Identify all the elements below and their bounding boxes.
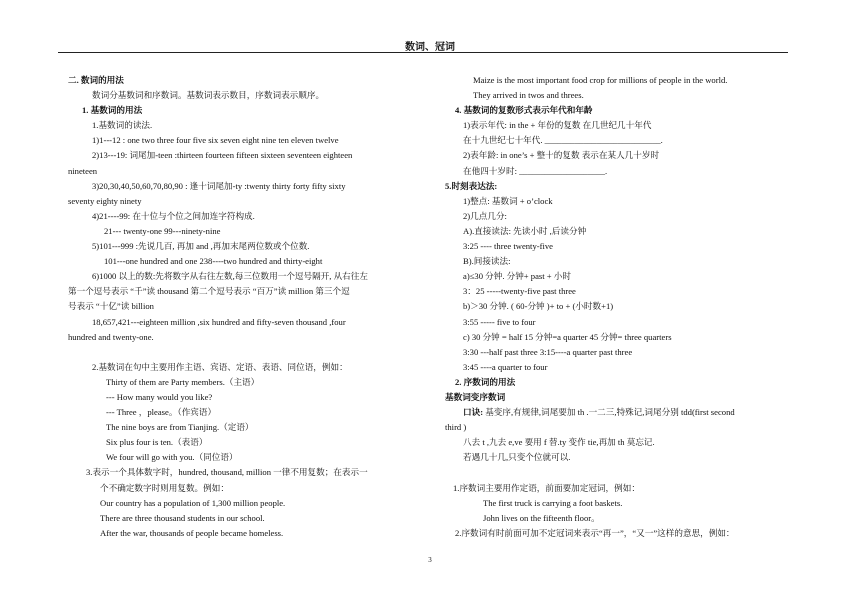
text-line: 在他四十岁时: ____________________. <box>463 165 608 176</box>
text-line: 2.序数词有时前面可加不定冠词来表示“再一”，“又一”这样的意思，例如： <box>455 527 735 538</box>
text-line: After the war, thousands of people became homeless. <box>100 527 284 538</box>
text-line: We four will go with you.（同位语） <box>106 452 238 463</box>
text-line <box>445 405 790 420</box>
text-line: b)＞30 分钟. ( 60-分钟 )+ to + (小时数+1) <box>463 301 614 312</box>
header-divider <box>58 52 788 53</box>
text-line: 21--- twenty-one 99---ninety-nine <box>104 225 221 236</box>
rhyme-label: 口诀: <box>463 407 484 418</box>
text-line: 2)几点几分: <box>463 210 507 221</box>
text-line: 基数词变序数词 <box>445 391 506 402</box>
text-line: John lives on the fifteenth floor。 <box>483 512 600 523</box>
text-line: 5)101---999 :先说几百, 再加 and ,再加末尾两位数或个位数. <box>92 241 310 252</box>
text-line: 1)1---12 : one two three four five six seven eight nine ten eleven twelve <box>92 135 339 146</box>
text-line: Thirty of them are Party members.（主语） <box>106 376 260 387</box>
text-line: 个不确定数字时则用复数。例如： <box>100 482 229 493</box>
text-line: B).间接读法: <box>463 256 511 267</box>
text-line: 3.表示一个具体数字时，hundred, thousand, million 一律不用复数；在表示一 <box>86 467 368 478</box>
text-line: 1)表示年代: in the + 年份的复数 在几世纪几十年代 <box>463 120 652 131</box>
text-line: third ) <box>445 422 467 433</box>
text-line: 3:30 ---half past three 3:15----a quarter past three <box>463 346 633 357</box>
text-line: 1)整点: 基数词 + o’clock <box>463 195 553 206</box>
text-line: 1.序数词主要用作定语，前面要加定冠词，例如： <box>453 482 640 493</box>
text-line: Our country has a population of 1,300 million people. <box>100 497 286 508</box>
text-line: The first truck is carrying a foot baskets. <box>483 497 623 508</box>
text-line: 4)21----99: 在十位与个位之间加连字符构成. <box>92 210 255 221</box>
text-line: 第一个逗号表示 “千”读 thousand 第二个逗号表示 “百万”读 million 第三个逗 <box>68 286 350 297</box>
text-line: 18,657,421---eighteen million ,six hundred and fifty-seven thousand ,four <box>92 316 346 327</box>
text-line: 数词分基数词和序数词。基数词表示数目，序数词表示顺序。 <box>92 90 325 101</box>
text-line: Six plus four is ten.（表语） <box>106 437 208 448</box>
text-line: 3)20,30,40,50,60,70,80,90 : 逢十词尾加-ty :twenty thirty forty fifty sixty <box>92 180 346 191</box>
text-line: 6)1000 以上的数:先将数字从右往左数,每三位数用一个逗号隔开, 从右往左 <box>92 271 368 282</box>
text-line: They arrived in twos and threes. <box>473 90 584 101</box>
text-line: --- How many would you like? <box>106 391 213 402</box>
text-line: seventy eighty ninety <box>68 195 142 206</box>
text-line: 4. 基数词的复数形式表示年代和年龄 <box>455 105 593 116</box>
text-line: c) 30 分钟 = half 15 分钟=a quarter 45 分钟= three quarters <box>463 331 672 342</box>
text-line: 5.时刻表达法: <box>445 180 498 191</box>
text-line: 二. 数词的用法 <box>68 75 124 85</box>
text-line: 101---one hundred and one 238----two hundred and thirty-eight <box>104 256 323 267</box>
rhyme-text: 基变序,有规律,词尾要加 th .一二三,特殊记,词尾分别 tdd(first second <box>483 407 735 418</box>
text-line: 2. 序数词的用法 <box>455 376 516 387</box>
text-line <box>68 345 428 360</box>
text-line: Maize is the most important food crop for millions of people in the world. <box>473 75 728 85</box>
text-line: 3:45 ----a quarter to four <box>463 361 548 372</box>
text-line <box>445 465 790 480</box>
page-header-title: 数词、冠词 <box>405 42 455 53</box>
text-line: 若遇几十几,只变个位就可以. <box>463 452 571 463</box>
text-line: 在十九世纪七十年代. ___________________________. <box>463 135 663 146</box>
text-line: 号表示 “十亿”读 billion <box>68 301 154 312</box>
text-line: 2)表年龄: in one’s + 整十的复数 表示在某人几十岁时 <box>463 150 660 161</box>
page-number: 3 <box>428 556 432 564</box>
text-line: The nine boys are from Tianjing.（定语） <box>106 422 254 433</box>
text-line: hundred and twenty-one. <box>68 331 154 342</box>
left-text-column <box>68 73 428 541</box>
text-line: 3:25 ---- three twenty-five <box>463 241 553 252</box>
text-line: 3：25 -----twenty-five past three <box>463 286 576 297</box>
text-line: 八去 t ,九去 e,ve 要用 f 替.ty 变作 tie,再加 th 莫忘记. <box>463 437 655 448</box>
text-line: --- Three ，please。（作宾语） <box>106 407 217 418</box>
text-line: nineteen <box>68 165 98 176</box>
right-text-column <box>445 73 790 541</box>
text-line: A).直接读法: 先读小时 ,后读分钟 <box>463 225 587 236</box>
text-line: 2.基数词在句中主要用作主语、宾语、定语、表语、同位语，例如： <box>92 361 348 372</box>
text-line: 1. 基数词的用法 <box>82 105 143 116</box>
text-line: 1.基数词的读法. <box>92 120 153 131</box>
text-line: There are three thousand students in our school. <box>100 512 265 523</box>
text-line: 2)13---19: 词尾加-teen :thirteen fourteen fifteen sixteen seventeen eighteen <box>92 150 353 161</box>
text-line: 3:55 ----- five to four <box>463 316 536 327</box>
text-line: a)≤30 分钟. 分钟+ past + 小时 <box>463 271 571 282</box>
